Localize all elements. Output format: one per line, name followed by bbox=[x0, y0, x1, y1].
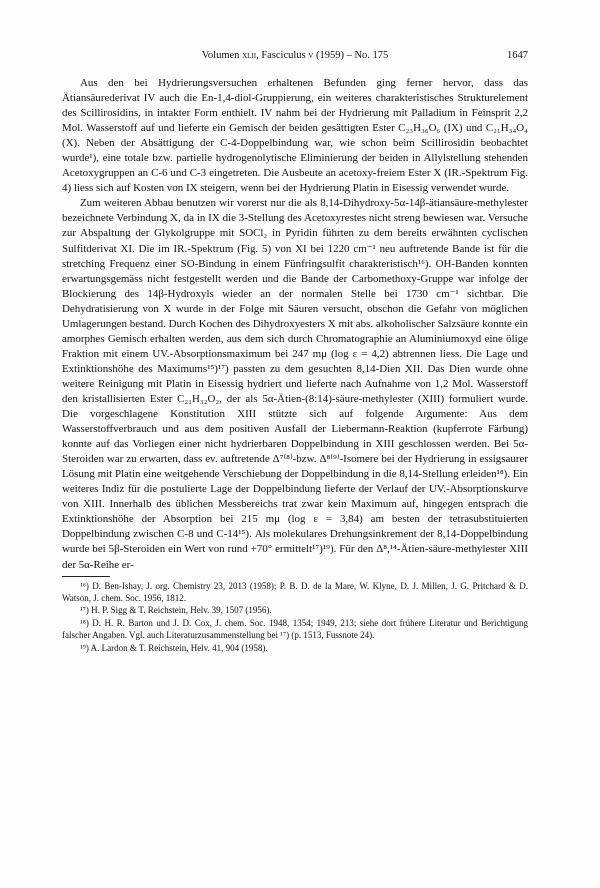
running-title-mid: , Fasciculus bbox=[256, 50, 309, 61]
running-title-fascicle: v bbox=[308, 50, 314, 61]
footnote: ¹⁹) A. Lardon & T. Reichstein, Helv. 41, 904 (1958). bbox=[80, 642, 268, 653]
footnote-divider bbox=[62, 576, 110, 577]
footnote: ¹⁶) D. Ben-Ishay, J. org. Chemistry 23, 2013 (1958); P. B. D. de la Mare, W. Klyne, D. J. Millen, J. G. Pritchard & D. Watson, J. chem. Soc. 1956, 1812. bbox=[62, 580, 528, 603]
running-title bbox=[62, 50, 528, 61]
running-title-post: (1959) – No. 175 bbox=[313, 50, 389, 61]
running-header bbox=[62, 50, 528, 66]
footnote: ¹⁷) H. P. Sigg & T. Reichstein, Helv. 39, 1507 (1956). bbox=[80, 605, 272, 616]
page-number: 1647 bbox=[507, 50, 528, 61]
article-body bbox=[62, 76, 528, 654]
footnote: ¹⁸) D. H. R. Barton und J. D. Cox, J. chem. Soc. 1948, 1354; 1949, 213; siehe dort frühere Literatur und Berichtigung falscher Angaben. Vgl. auch Literaturzusammenstellung bei ¹⁷) (p. 1513, Fussnote 24). bbox=[62, 617, 528, 641]
paragraph: Zum weiteren Abbau benutzen wir vorerst nur die als 8,14-Dihydroxy-5α-14β-ätiansäure-methylester bezeichnete Verbindung X, da in IX die 3-Stellung des Acetoxyrestes nicht streng bewiesen war. Versuche zur Abspaltung der Glykolgruppe mit SOCl₂ in Pyridin führten zu dem bereits erwähnten cyclischen Sulfitderivat XI. Die im IR.-Spektrum (Fig. 5) von XI bei 1220 cm⁻¹ neu auftretende Bande ist für die stretching Frequenz einer SO-Bindung in einem Fünfringsulfit charakteristisch¹⁶). OH-Banden konnten erwartungsgemäss nicht festgestellt werden und die Bande der Carbomethoxy-Gruppe war infolge der Blockierung des 14β-Hydroxyls wieder an der normalen Stelle bei 1730 cm⁻¹ sichtbar. Die Dehydratisierung von X wurde in der Folge mit Säuren versucht, obschon die Gefahr von möglichen Umlagerungen bestand. Durch Kochen des Dihydroxyesters X mit abs. alkoholischer Salzsäure konnte ein amorphes Gemisch erhalten werden, aus dem sich durch Chromatographie an Aluminiumoxyd eine ölige Fraktion mit einem UV.-Absorptionsmaximum bei 247 mμ (log ε = 4,2) abtrennen liess. Die Lage und Extinktionshöhe des Maximums¹⁵)¹⁷) passten zu dem gesuchten 8,14-Dien XII. Das Dien wurde ohne weitere Reinigung mit Platin in Eisessig hydriert und lieferte nach Aufnahme von 1,2 Mol. Wasserstoff den kristallisierten Ester C₂₁H₃₂O₂, der als 5α-Ätien-(8:14)-säure-methylester (XIII) formuliert wurde. Die vorgeschlagene Konstitution XIII stützte sich auf folgende Argumente: Aus dem Wasserstoffverbrauch und aus dem positiven Ausfall der Liebermann-Reaktion (kupferrote Färbung) konnte auf das Vorliegen einer nicht hydrierbaren Doppelbindung in XIII geschlossen werden. Bei 5α-Steroiden war zu erwarten, dass ev. auftretende Δ⁷⁽⁸⁾-bzw. Δ⁸⁽⁹⁾-Isomere bei der Hydrierung in essigsaurer Lösung mit Platin eine weitgehende Verschiebung der Doppelbindung in die 8,14-Stellung erleiden¹⁸). Ein weiteres Indiz für die postulierte Lage der Doppelbindung lieferte der Verlauf der UV.-Absorptionskurve von XIII. Innerhalb des üblichen Messbereichs trat zwar kein Maximum auf, hingegen entsprach die Extinktionshöhe der Absorption bei 215 mμ (log ε = 3,84) am besten der tetrasubstituierten Doppelbindung zwischen C-8 und C-14¹⁵). Als molekulares Drehungsinkrement der 8,14-Doppelbindung wurde bei 5β-Steroiden ein Wert von rund +70° ermittelt¹⁷)¹⁹). Für den Δ⁸,¹⁴-Ätien-säure-methylester XIII der 5α-Reihe er- bbox=[62, 197, 528, 571]
paragraph: Aus den bei Hydrierungsversuchen erhaltenen Befunden ging ferner hervor, dass das Ätiansäurederivat IV auch die En-1,4-diol-Gruppierung, ein weiteres charakteristisches Strukturelement des Scillirosidins, in intakter Form enthielt. IV nahm bei der Hydrierung mit Palladium in Feinsprit 2,2 Mol. Wasserstoff auf und lieferte ein Gemisch der beiden gesättigten Ester C₂₃H₃₆O₆ (IX) und C₂₁H₃₄O₄ (X). Neben der Absättigung der C-4-Doppelbindung war, wie schon beim Scillirosidin beobachtet wurde¹), eine totale bzw. partielle hydrogenolytische Eliminierung der beiden in Allylstellung stehenden Acetoxygruppen an C-6 und C-3 eingetreten. Die Ausbeute an acetoxy-freiem Ester X (IR.-Spektrum Fig. 4) liess sich auf Kosten von IX steigern, wenn bei der Hydrierung Platin in Eisessig verwendet wurde. bbox=[62, 77, 528, 195]
running-title-pre: Volumen bbox=[201, 50, 243, 61]
running-title-volume: xlii bbox=[242, 50, 257, 61]
